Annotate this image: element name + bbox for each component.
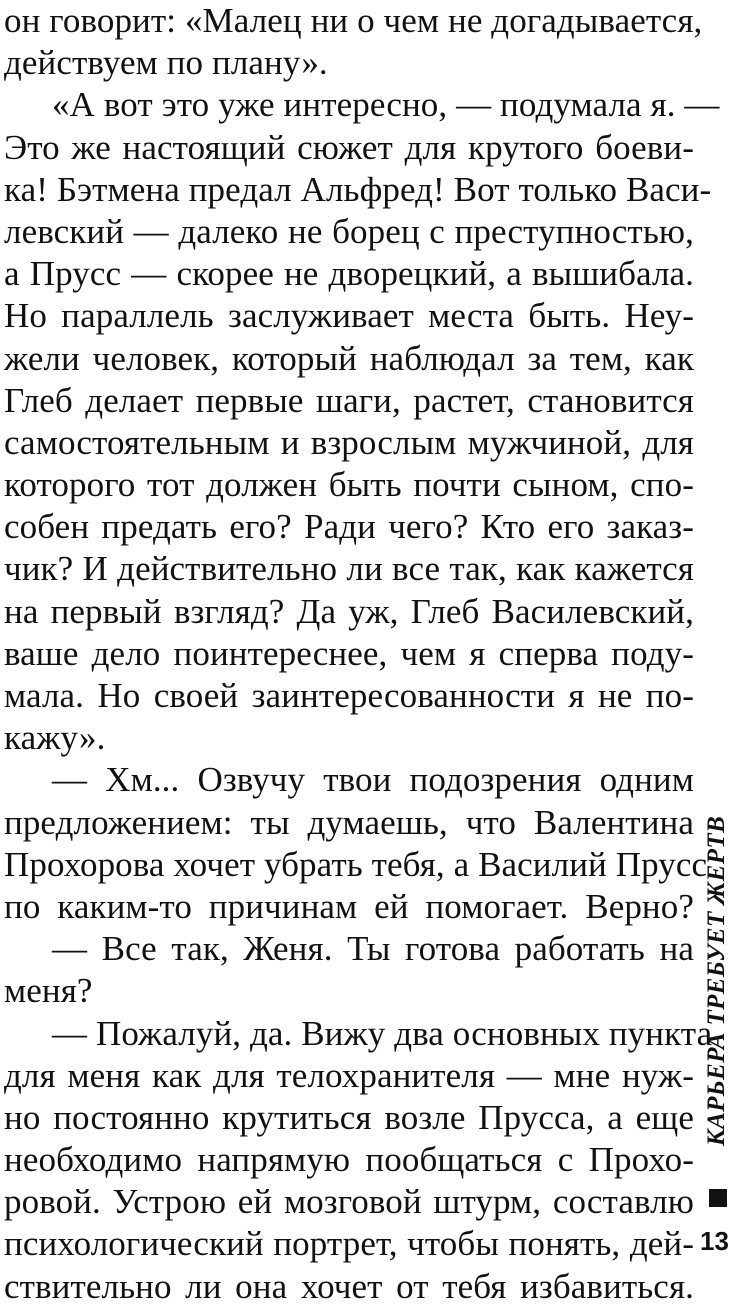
text-line: ка! Бэтмена предал Альфред! Вот только Васи- — [4, 169, 712, 209]
text-line: левский — далеко не борец с преступностью, — [4, 211, 694, 251]
text-line: кажу». — [4, 718, 106, 758]
text-line: собен предать его? Ради чего? Кто его заказ- — [4, 507, 694, 547]
text-line: Но параллель заслуживает места быть. Неу- — [4, 296, 694, 336]
text-line: меня? — [4, 971, 93, 1011]
text-line: для меня как для телохранителя — мне нуж- — [4, 1055, 694, 1095]
running-title-wrap — [694, 795, 740, 1167]
text-line: «А вот это уже интересно, — подумала я. — — [52, 85, 720, 125]
text-line: Глеб делает первые шаги, растет, становится — [4, 380, 694, 420]
text-line: ствительно ли она хочет от тебя избавиться. — [4, 1266, 694, 1306]
text-line: ваше дело поинтереснее, чем я сперва поду- — [4, 633, 694, 673]
text-line: — Пожалуй, да. Вижу два основных пункта — [52, 1013, 713, 1053]
text-line: мала. Но своей заинтересованности я не по- — [4, 676, 694, 715]
text-line: необходимо напрямую пообщаться с Прохо- — [4, 1140, 694, 1180]
text-line: а Прусс — скорее не дворецкий, а вышибала. — [4, 254, 694, 294]
text-line: Это же настоящий сюжет для крутого боеви- — [4, 127, 694, 167]
running-head — [694, 795, 740, 1225]
text-line: — Хм... Озвучу твои подозрения одним — [52, 760, 694, 800]
text-line: самостоятельным и взрослым мужчиной, для — [4, 422, 694, 462]
text-line: на первый взгляд? Да уж, Глеб Василевский, — [4, 591, 694, 631]
text-line: он говорит: «Малец ни о чем не догадывается, — [4, 1, 703, 40]
text-line: предложением: ты думаешь, что Валентина — [4, 802, 694, 842]
page-number: 13 — [700, 1226, 729, 1256]
text-line: по каким-то причинам ей помогает. Верно? — [4, 886, 694, 926]
text-line: Прохорова хочет убрать тебя, а Василий Прусс — [4, 844, 708, 884]
text-line: — Все так, Женя. Ты готова работать на — [52, 929, 694, 969]
text-line: чик? И действительно ли все так, как кажется — [4, 549, 694, 589]
text-line: но постоянно крутиться возле Прусса, а еще — [4, 1097, 694, 1137]
text-line: которого тот должен быть почти сыном, спо- — [4, 465, 694, 505]
text-line: психологический портрет, чтобы понять, дей- — [4, 1224, 694, 1264]
text-line: жели человек, который наблюдал за тем, как — [4, 338, 694, 378]
text-line: ровой. Устрою ей мозговой штурм, составлю — [4, 1182, 694, 1222]
square-marker — [709, 1189, 727, 1207]
running-title: КАРЬЕРА ТРЕБУЕТ ЖЕРТВ — [703, 815, 731, 1147]
text-line: действуем по плану». — [4, 43, 328, 83]
